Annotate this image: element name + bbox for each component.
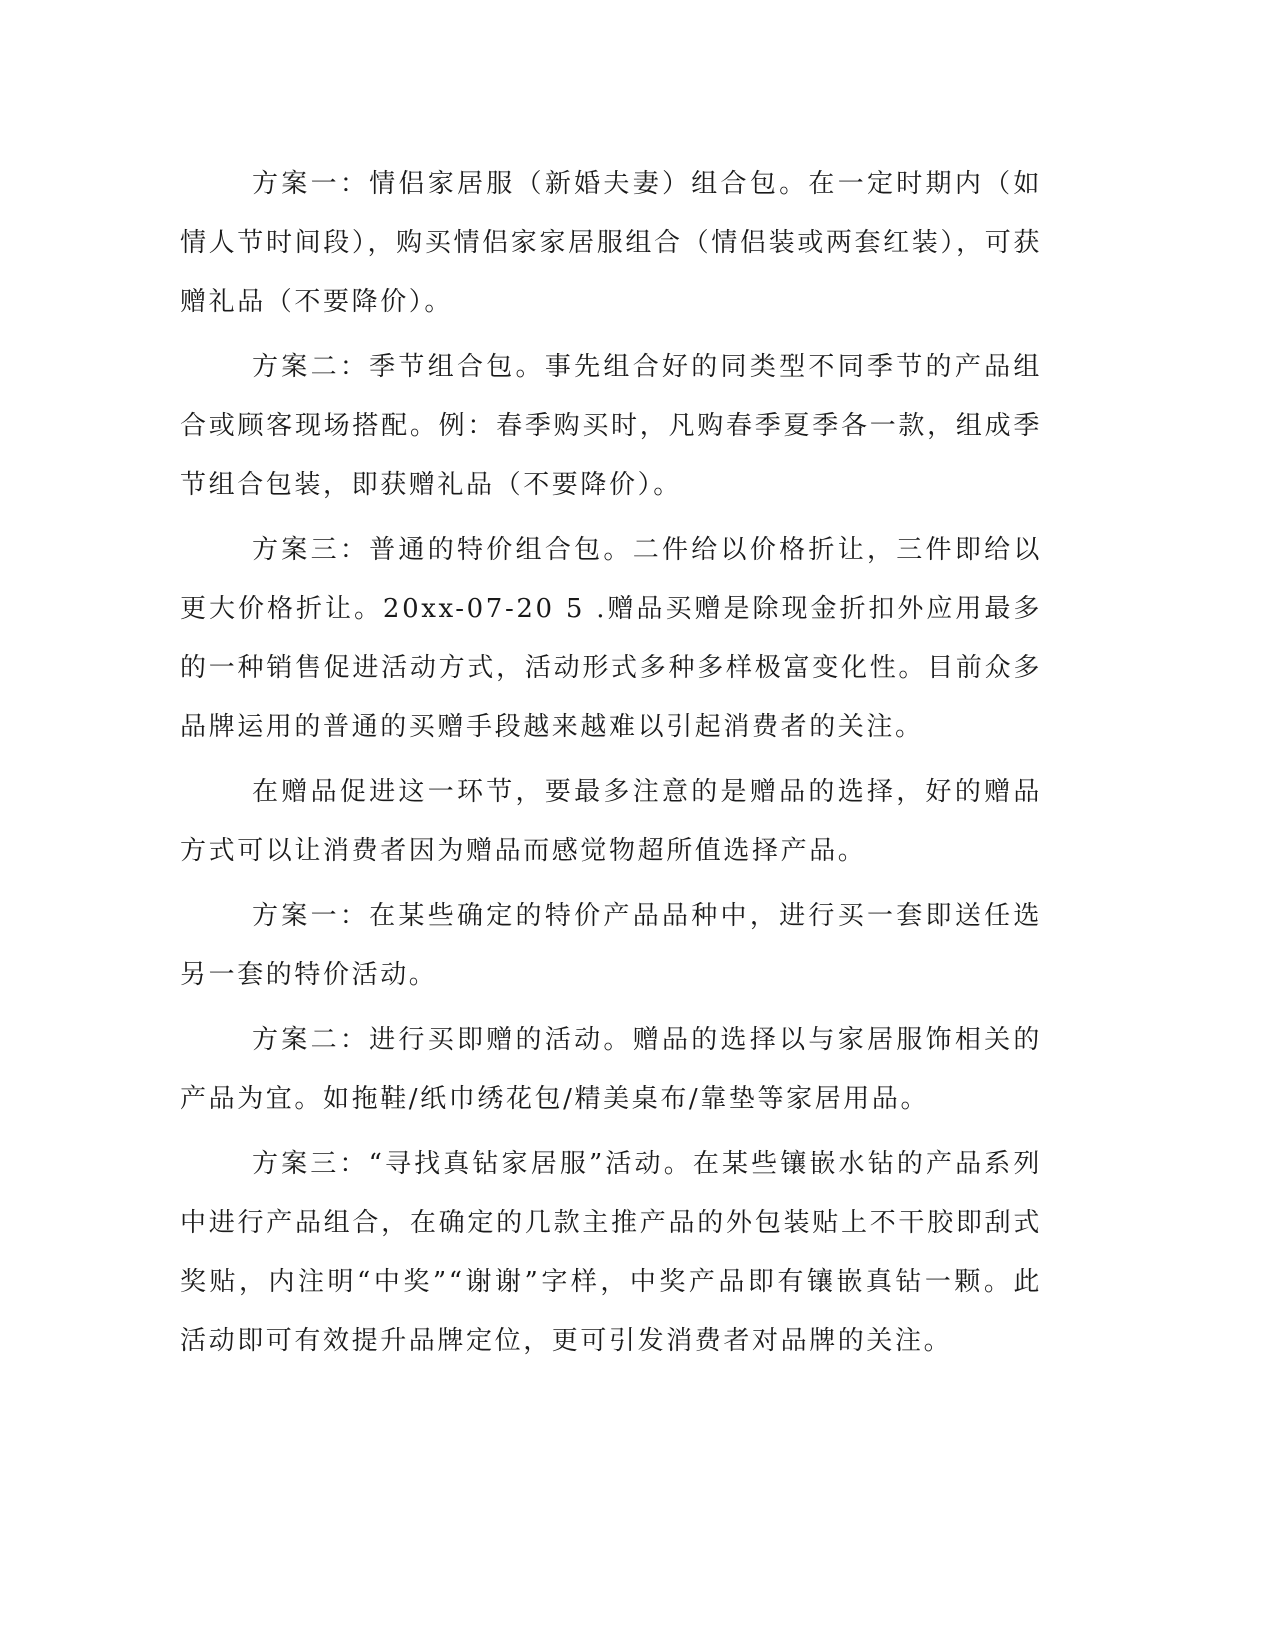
paragraph-3: 方案三：普通的特价组合包。二件给以价格折让，三件即给以更大价格折让。20xx-07-20 5 .赠品买赠是除现金折扣外应用最多的一种销售促进活动方式，活动形式多种多样极富变化性。目前众多品牌运用的普通的买赠手段越来越难以引起消费者的关注。 (180, 535, 1042, 742)
document-body (180, 155, 1042, 1377)
paragraph-5: 方案一：在某些确定的特价产品品种中，进行买一套即送任选另一套的特价活动。 (180, 901, 1042, 990)
paragraph-6: 方案二：进行买即赠的活动。赠品的选择以与家居服饰相关的产品为宜。如拖鞋/纸巾绣花包/精美桌布/靠垫等家居用品。 (180, 1025, 1042, 1114)
paragraph-4: 在赠品促进这一环节，要最多注意的是赠品的选择，好的赠品方式可以让消费者因为赠品而感觉物超所值选择产品。 (180, 777, 1042, 866)
paragraph-1: 方案一：情侣家居服（新婚夫妻）组合包。在一定时期内（如情人节时间段），购买情侣家家居服组合（情侣装或两套红装），可获赠礼品（不要降价）。 (180, 169, 1042, 317)
paragraph-7: 方案三：“寻找真钻家居服”活动。在某些镶嵌水钻的产品系列中进行产品组合，在确定的几款主推产品的外包装贴上不干胶即刮式奖贴，内注明“中奖”“谢谢”字样，中奖产品即有镶嵌真钻一颗。此活动即可有效提升品牌定位，更可引发消费者对品牌的关注。 (180, 1149, 1042, 1356)
paragraph-2: 方案二：季节组合包。事先组合好的同类型不同季节的产品组合或顾客现场搭配。例：春季购买时，凡购春季夏季各一款，组成季节组合包装，即获赠礼品（不要降价）。 (180, 352, 1042, 500)
